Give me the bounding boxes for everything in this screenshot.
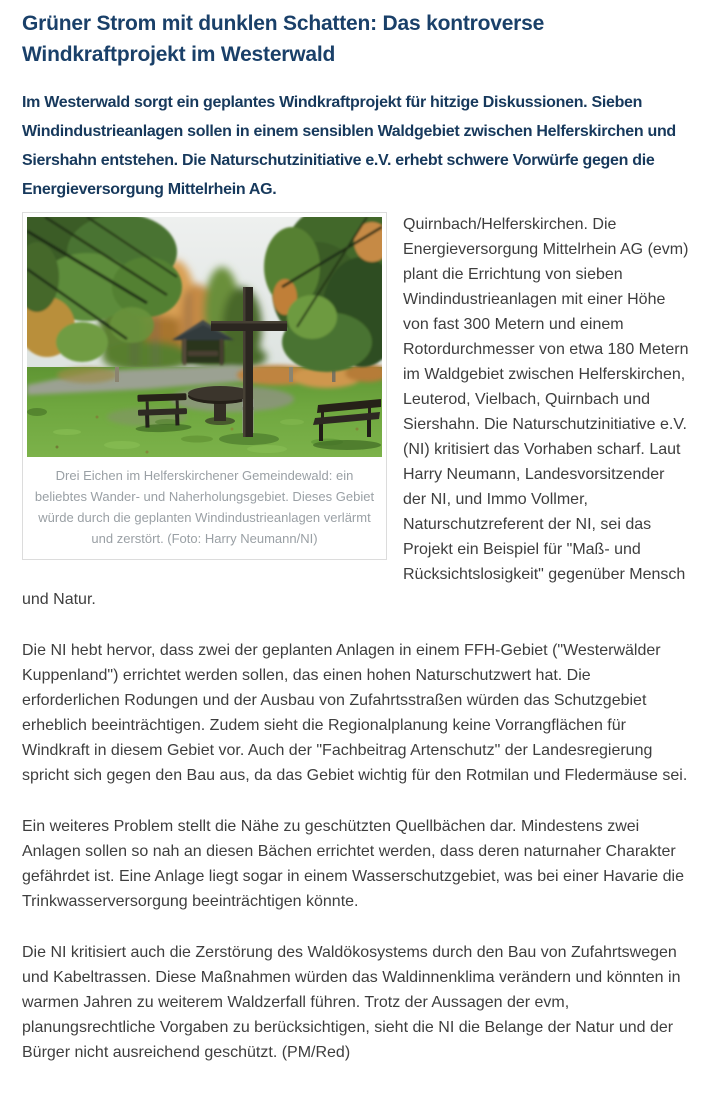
- article-paragraph-3: Ein weiteres Problem stellt die Nähe zu geschützten Quellbächen dar. Mindestens zwei Anlagen sollen so nah an diesen Bächen errichtet werden, dass deren naturnaher Charakter gefährdet ist. Eine Anlage liegt sogar in einem Wasserschutzgebiet, was bei einer Havarie die Trinkwasserversorgung beeinträchtigen könnte.: [22, 818, 684, 910]
- article-paragraph-1: Quirnbach/Helferskirchen. Die Energieversorgung Mittelrhein AG (evm) plant die Errichtung von sieben Windindustrieanlagen mit einer Höhe von fast 300 Metern und einem Rotordurchmesser von etwa 180 Metern im Waldgebiet zwischen Helferskirchen, Leuterod, Vielbach, Quirnbach und Siershahn. Die Naturschutzinitiative e.V. (NI) kritisiert das Vorhaben scharf. Laut Harry Neumann, Landesvorsitzender der NI, und Immo Vollmer, Naturschutzreferent der NI, sei das Projekt ein Beispiel für "Maß- und Rücksichtslosigkeit" gegenüber Mensch und Natur.: [22, 216, 689, 608]
- article-paragraph-4: Die NI kritisiert auch die Zerstörung des Waldökosystems durch den Bau von Zufahrtswegen und Kabeltrassen. Diese Maßnahmen würden das Waldinnenklima verändern und könnten in warmen Jahren zu weiterem Waldzerfall führen. Trotz der Aussagen der evm, planungsrechtliche Vorgaben zu berücksichtigen, sieht die NI die Belange der Natur und der Bürger nicht ausreichend geschützt. (PM/Red): [22, 944, 681, 1061]
- article-body: [22, 212, 690, 1091]
- photo-caption: Drei Eichen im Helferskirchener Gemeindewald: ein beliebtes Wander- und Naherholungsgebiet. Dieses Gebiet würde durch die geplanten Windindustrieanlagen verlärmt und zerstört. (Foto: Harry Neumann/NI): [34, 468, 375, 546]
- article-title: Grüner Strom mit dunklen Schatten: Das kontroverse Windkraftprojekt im Westerwald: [22, 12, 545, 66]
- bench-left: [134, 393, 191, 433]
- article-lead: Im Westerwald sorgt ein geplantes Windkraftprojekt für hitzige Diskussionen. Sieben Windindustrieanlagen sollen in einem sensiblen Waldgebiet zwischen Helferskirchen und Siershahn entstehen. Die Naturschutzinitiative e.V. erhebt schwere Vorwürfe gegen die Energieversorgung Mittelrhein AG.: [22, 94, 676, 198]
- article-paragraph-2: Die NI hebt hervor, dass zwei der geplanten Anlagen in einem FFH-Gebiet ("Westerwälder Kuppenland") errichtet werden sollen, das einen hohen Naturschutzwert hat. Die erforderlichen Rodungen und der Ausbau von Zufahrtsstraßen würden das Schutzgebiet erheblich beeinträchtigen. Zudem sieht die Regionalplanung keine Vorrangflächen für Windkraft in diesem Gebiet vor. Auch der "Fachbeitrag Artenschutz" der Landesregierung spricht sich gegen den Bau aus, da das Gebiet wichtig für den Rotmilan und Fledermäuse sei.: [22, 642, 688, 784]
- article-figure: [22, 212, 387, 560]
- article-photo: [27, 217, 382, 457]
- forest-clearing-photo: [27, 217, 382, 457]
